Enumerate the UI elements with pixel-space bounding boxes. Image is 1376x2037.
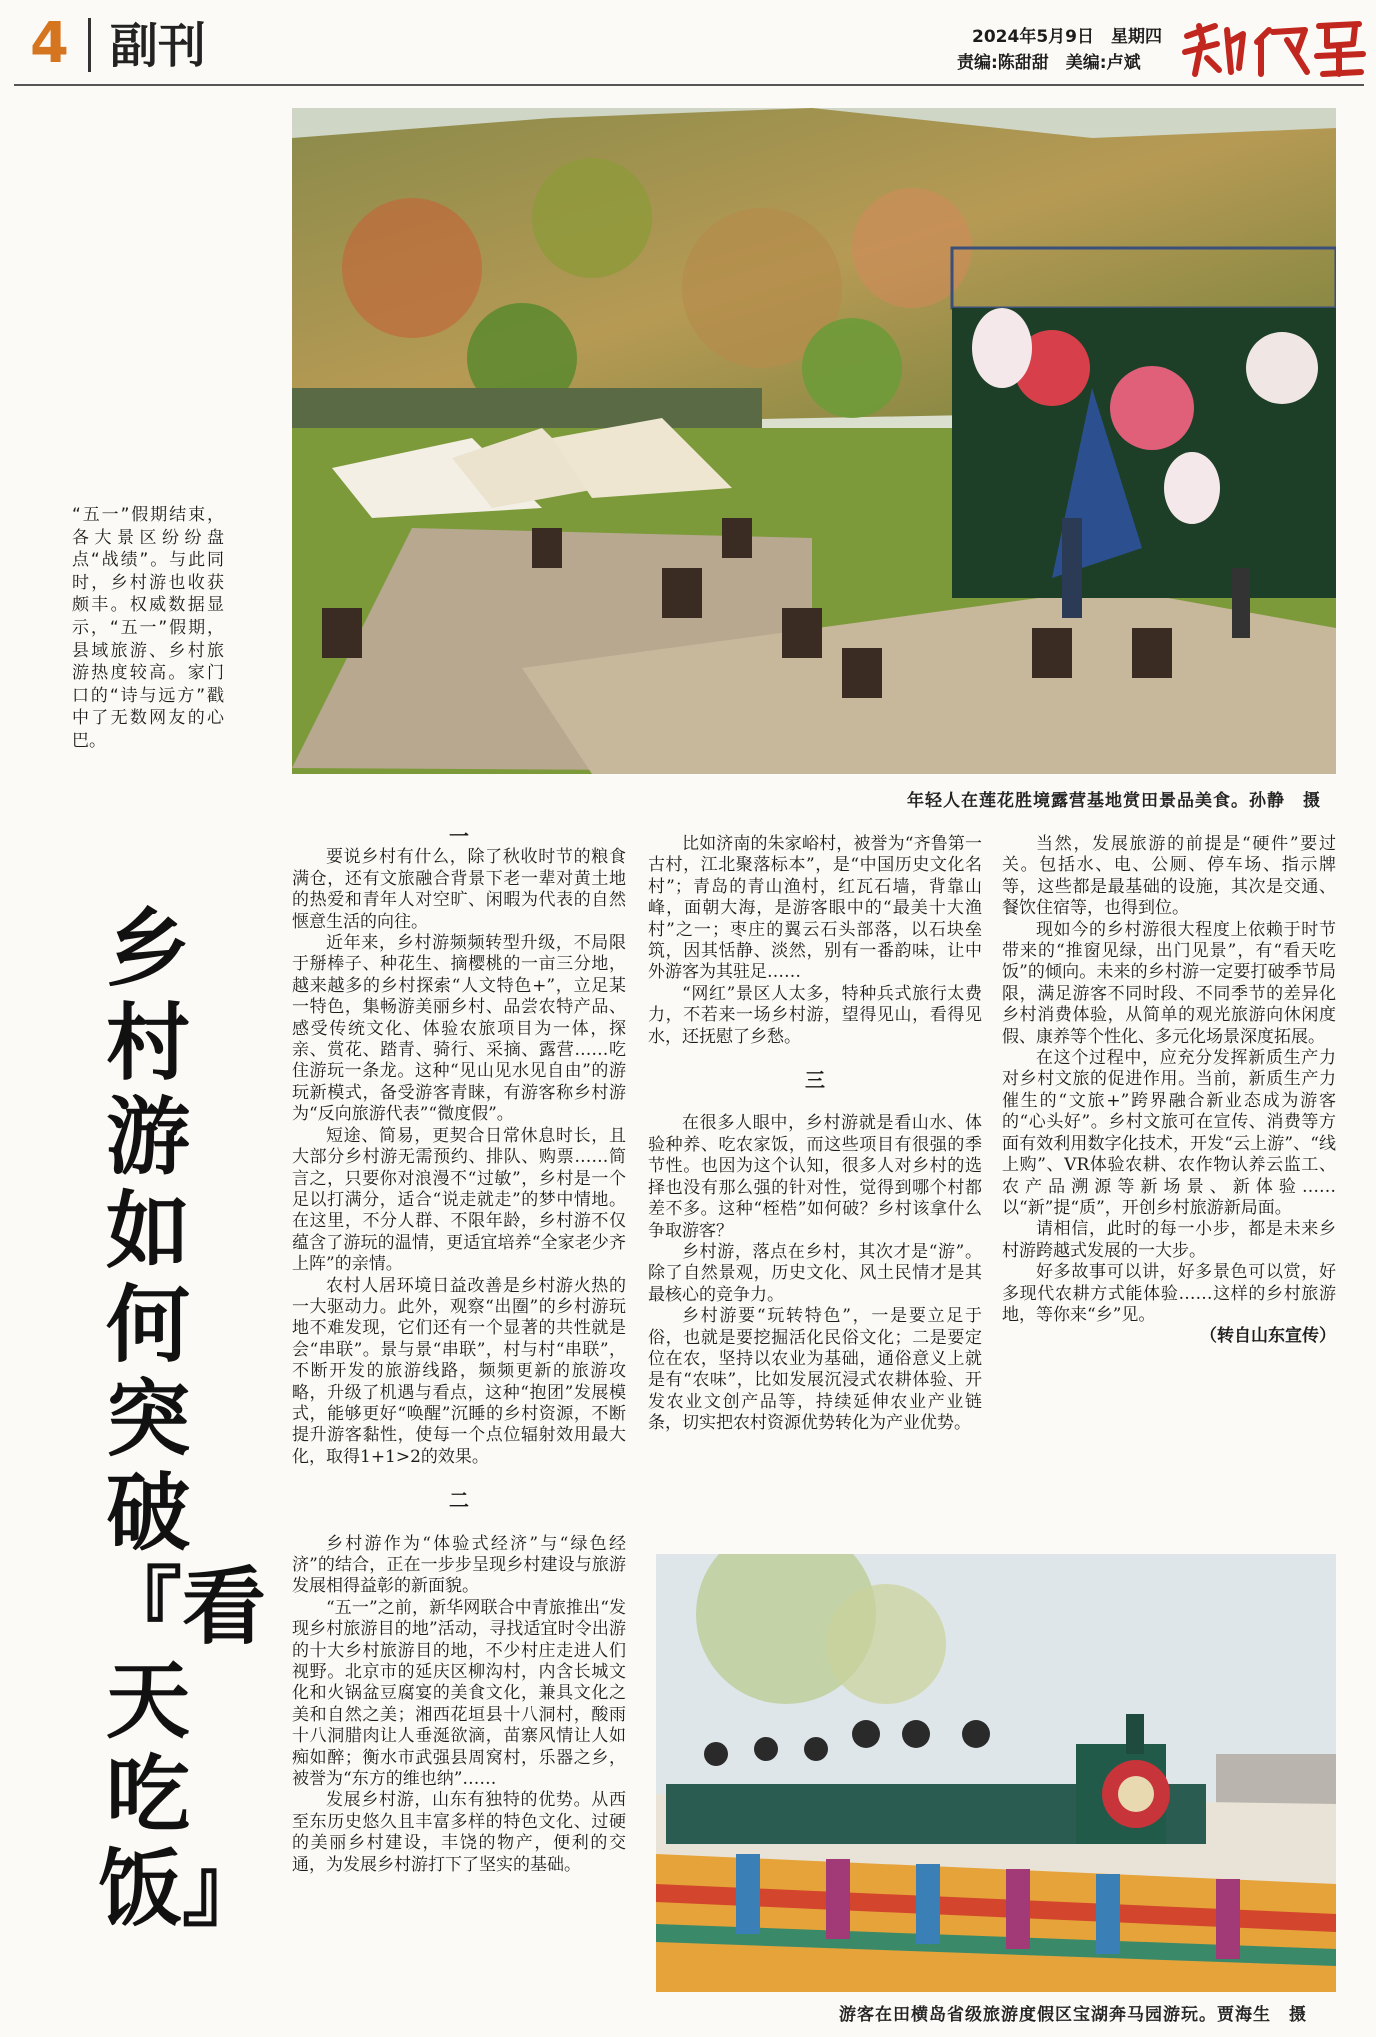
paragraph: 要说乡村有什么，除了秋收时节的粮食满仓，还有文旅融合背景下老一辈对黄土地的热爱和青年人对空旷、闲暇为代表的自然惬意生活的向往。 — [292, 847, 626, 932]
paragraph: 农村人居环境日益改善是乡村游火热的一大驱动力。此外，观察“出圈”的乡村游玩地不难发现，它们还有一个显著的共性就是会“串联”。景与景“串联”，村与村“串联”，不断开发的旅游线路，频频更新的旅游攻略，升级了机遇与看点，这种“抱团”发展模式，能够更好“唤醒”沉睡的乡村资源，不断提升游客黏性，使每一个点位辐射效用最大化，取得1+1>2的效果。 — [292, 1275, 626, 1467]
section-name: 副刊 — [110, 18, 207, 74]
article-column-1 — [292, 826, 626, 1876]
headline-text: 乡村游如何突破『看天吃饭』 — [98, 900, 267, 1938]
article-column-2 — [648, 834, 982, 1435]
section-heading-3: 三 — [805, 1068, 825, 1093]
source-credit: （转自山东宣传） — [1200, 1326, 1336, 1347]
paragraph: 现如今的乡村游很大程度上依赖于时节带来的“推窗见绿，出门见景”，有“看天吃饭”的倾向。未来的乡村游一定要打破季节局限，满足游客不同时段、不同季节的差异化乡村消费体验，从简单的观光旅游向休闲度假、康养等个性化、多元化场景深度拓展。 — [1002, 919, 1336, 1047]
paragraph: “五一”之前，新华网联合中青旅推出“发现乡村旅游目的地”活动，寻找适宜时令出游的十大乡村旅游目的地，不少村庄走进人们视野。北京市的延庆区柳沟村，内含长城文化和火锅盆豆腐宴的美食文化，兼具文化之美和自然之美；湘西花垣县十八洞村，酸雨十八洞腊肉让人垂涎欲滴，苗寨风情让人如痴如醉；衡水市武强县周窝村，乐器之乡，被誉为“东方的维也纳”…… — [292, 1597, 626, 1790]
intro-paragraph: “五一”假期结束，各大景区纷纷盘点“战绩”。与此同时，乡村游也收获颇丰。权威数据显示，“五一”假期，县域旅游、乡村旅游热度较高。家门口的“诗与远方”戳中了无数网友的心巴。 — [72, 505, 224, 751]
paragraph: 乡村游要“玩转特色”，一是要立足于俗，也就是要挖掘活化民俗文化；二是要定位在农，坚持以农业为基础，通俗意义上就是有“农味”，比如发展沉浸式农耕体验、开发农业文创产品等，持续延伸农业产业链条，切实把农村资源优势转化为产业优势。 — [648, 1306, 982, 1434]
section-heading-2: 二 — [449, 1488, 469, 1513]
headline — [98, 900, 267, 1938]
bottom-photo-caption: 游客在田横岛省级旅游度假区宝湖奔马园游玩。贾海生 摄 — [839, 2005, 1307, 2025]
paragraph: “网红”景区人太多，特种兵式旅行太费力，不若来一场乡村游，望得见山，看得见水，还抚慰了乡愁。 — [648, 983, 982, 1047]
paragraph: 乡村游，落点在乡村，其次才是“游”。除了自然景观，历史文化、风土民情才是其最核心的竞争力。 — [648, 1241, 982, 1305]
paragraph: 请相信，此时的每一小步，都是未来乡村游跨越式发展的一大步。 — [1002, 1219, 1336, 1261]
paragraph: 近年来，乡村游频频转型升级，不局限于掰棒子、种花生、摘樱桃的一亩三分地，越来越多的乡村探索“人文特色+”，立足某一特色，集畅游美丽乡村、品尝农特产品、感受传统文化、体验农旅项目为一体，探亲、赏花、踏青、骑行、采摘、露营……吃住游玩一条龙。这种“见山见水见自由”的游玩新模式，备受游客青睐，有游客称乡村游为“反向旅游代表”“微度假”。 — [292, 933, 626, 1125]
editors-line: 责编:陈甜甜 美编:卢斌 — [957, 53, 1141, 73]
paragraph: 当然，发展旅游的前提是“硬件”要过关。包括水、电、公厕、停车场、指示牌等，这些都是最基础的设施，其次是交通、餐饮住宿等，也得到位。 — [1002, 834, 1336, 919]
paragraph: 在这个过程中，应充分发挥新质生产力对乡村文旅的促进作用。当前，新质生产力催生的“文旅+”跨界融合新业态成为游客的“心头好”。乡村文旅可在宣传、消费等方面有效利用数字化技术，开发“云上游”、“线上购”、VR体验农耕、农作物认养云监工、农产品溯源等新场景、新体验……以“新”提“质”，开创乡村旅游新局面。 — [1002, 1048, 1336, 1218]
section-heading-1: 一 — [449, 824, 469, 848]
top-photo — [292, 108, 1336, 774]
page-number: 4 — [30, 11, 69, 76]
header-rule — [14, 84, 1364, 86]
bottom-photo — [656, 1554, 1336, 1992]
paragraph: 短途、简易，更契合日常休息时长，且大部分乡村游无需预约、排队、购票……简言之，只要你对浪漫不“过敏”，乡村是一个足以打满分，适合“说走就走”的梦中情地。在这里，不分人群、不限年龄，乡村游不仅蕴含了游玩的温情，更适宜培养“全家老少齐上阵”的亲情。 — [292, 1125, 626, 1275]
paragraph: 比如济南的朱家峪村，被誉为“齐鲁第一古村，江北聚落标本”，是“中国历史文化名村”；青岛的青山渔村，红瓦石墙，背靠山峰，面朝大海，是游客眼中的“最美十大渔村”之一；枣庄的翼云石头部落，以石块垒筑，因其恬静、淡然，别有一番韵味，让中外游客为其驻足…… — [648, 834, 982, 983]
issue-date: 2024年5月9日 星期四 — [972, 27, 1162, 47]
paragraph: 在很多人眼中，乡村游就是看山水、体验种养、吃农家饭，而这些项目有很强的季节性。也因为这个认知，很多人对乡村的选择也没有那么强的针对性，觉得到哪个村都差不多。这种“桎梏”如何破？乡村该拿什么争取游客？ — [648, 1113, 982, 1241]
paragraph: 发展乡村游，山东有独特的优势。从西至东历史悠久且丰富多样的特色文化、过硬的美丽乡村建设，丰饶的物产，便利的交通，为发展乡村游打下了坚实的基础。 — [292, 1790, 626, 1875]
paragraph: 乡村游作为“体验式经济”与“绿色经济”的结合，正在一步步呈现乡村建设与旅游发展相得益彰的新面貌。 — [292, 1533, 626, 1597]
newspaper-logo — [1177, 12, 1372, 82]
article-column-3 — [1002, 834, 1336, 1348]
header-divider — [88, 18, 91, 72]
top-photo-caption: 年轻人在莲花胜境露营基地赏田景品美食。孙静 摄 — [907, 791, 1321, 811]
paragraph: 好多故事可以讲，好多景色可以赏，好多现代农耕方式能体验……这样的乡村旅游地，等你来“乡”见。 — [1002, 1262, 1336, 1325]
